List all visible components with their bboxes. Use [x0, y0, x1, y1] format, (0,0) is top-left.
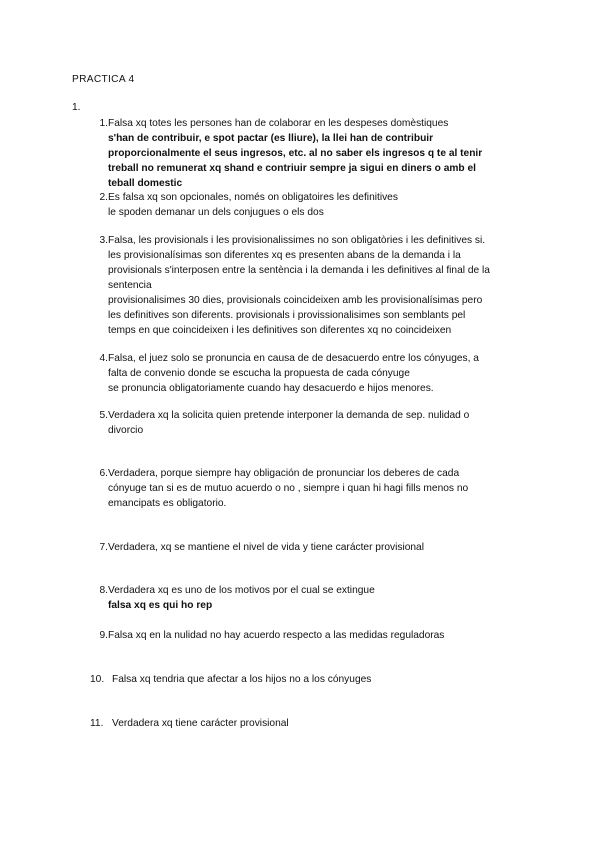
text-line: Falsa, el juez solo se pronuncia en causa de de desacuerdo entre los cónyuges, a: [108, 353, 479, 364]
text-line: falta de convenio donde se escucha la propuesta de cada cónyuge: [108, 368, 410, 379]
list-item-number: 1.: [99, 118, 108, 129]
list-item-text: [108, 408, 540, 438]
text-line: proporcionalmente el seus ingresos, etc. al no saber els ingresos q te al tenir: [108, 148, 483, 159]
list-item-number: 10.: [90, 674, 105, 685]
text-line: emancipats es obligatorio.: [108, 498, 227, 509]
text-line: Verdadera, porque siempre hay obligación de pronunciar los deberes de cada: [108, 468, 460, 479]
list-item-number: 7.: [99, 542, 108, 553]
list-item-number: 11.: [90, 718, 104, 729]
list-item-text: [108, 116, 540, 191]
list-item-number: 4.: [99, 353, 108, 364]
text-line: sentencia: [108, 280, 152, 291]
list-item-text: [108, 540, 540, 555]
list-item-text: [112, 716, 544, 731]
text-line: Falsa xq totes les persones han de colaborar en les despeses domèstiques: [108, 118, 449, 129]
text-line: temps en que coincideixen i les definitives son diferentes xq no coincideixen: [108, 325, 452, 336]
text-line: teball domestic: [108, 178, 183, 189]
list-item-text: [112, 672, 544, 687]
document-title: PRACTICA 4: [72, 74, 135, 85]
text-line: cónyuge tan si es de mutuo acuerdo o no , siempre i quan hi hagi fills menos no: [108, 483, 469, 494]
text-line: les definitives son diferents. provisionals i provissionalisimes son semblants pel: [108, 310, 466, 321]
list-item-number: 2.: [99, 192, 108, 203]
text-line: Verdadera xq tiene carácter provisional: [112, 718, 289, 729]
text-line: Es falsa xq son opcionales, només on obligatoires les definitives: [108, 192, 398, 203]
text-line: Falsa xq tendria que afectar a los hijos no a los cónyuges: [112, 674, 372, 685]
list-item-text: [108, 628, 540, 643]
list-item-number: 8.: [99, 585, 108, 596]
list-item-number: 3.: [99, 235, 108, 246]
list-item-text: [108, 583, 540, 613]
text-line: se pronuncia obligatoriamente cuando hay desacuerdo e hijos menores.: [108, 383, 434, 394]
text-line: treball no remunerat xq shand e contriuir sempre ja sigui en diners o amb el: [108, 163, 476, 174]
list-item-number: 6.: [99, 468, 108, 479]
list-item-text: [108, 351, 540, 396]
text-line: Verdadera, xq se mantiene el nivel de vida y tiene carácter provisional: [108, 542, 424, 553]
list-item-text: [108, 190, 540, 220]
text-line: falsa xq es qui ho rep: [108, 600, 213, 611]
text-line: s'han de contribuir, e spot pactar (es lliure), la llei han de contribuir: [108, 133, 434, 144]
text-line: Verdadera xq la solicita quien pretende interponer la demanda de sep. nulidad o: [108, 410, 470, 421]
outer-list-number: 1.: [72, 102, 81, 113]
text-line: Verdadera xq es uno de los motivos por el cual se extingue: [108, 585, 375, 596]
text-line: divorcio: [108, 425, 144, 436]
text-line: provisionalisimes 30 dies, provisionals coincideixen amb les provisionalísimas pero: [108, 295, 483, 306]
text-line: les provisionalísimas son diferentes xq es presenten abans de la demanda i la: [108, 250, 461, 261]
list-item-text: [108, 233, 540, 338]
list-item-text: [108, 466, 540, 511]
text-line: le spoden demanar un dels conjugues o els dos: [108, 207, 324, 218]
list-item-number: 9.: [99, 630, 108, 641]
list-item-number: 5.: [99, 410, 108, 421]
text-line: Falsa, les provisionals i les provisionalissimes no son obligatòries i les definitives si.: [108, 235, 486, 246]
text-line: provisionals s'interposen entre la sentència i la demanda i les definitives al final de la: [108, 265, 490, 276]
text-line: Falsa xq en la nulidad no hay acuerdo respecto a las medidas reguladoras: [108, 630, 445, 641]
